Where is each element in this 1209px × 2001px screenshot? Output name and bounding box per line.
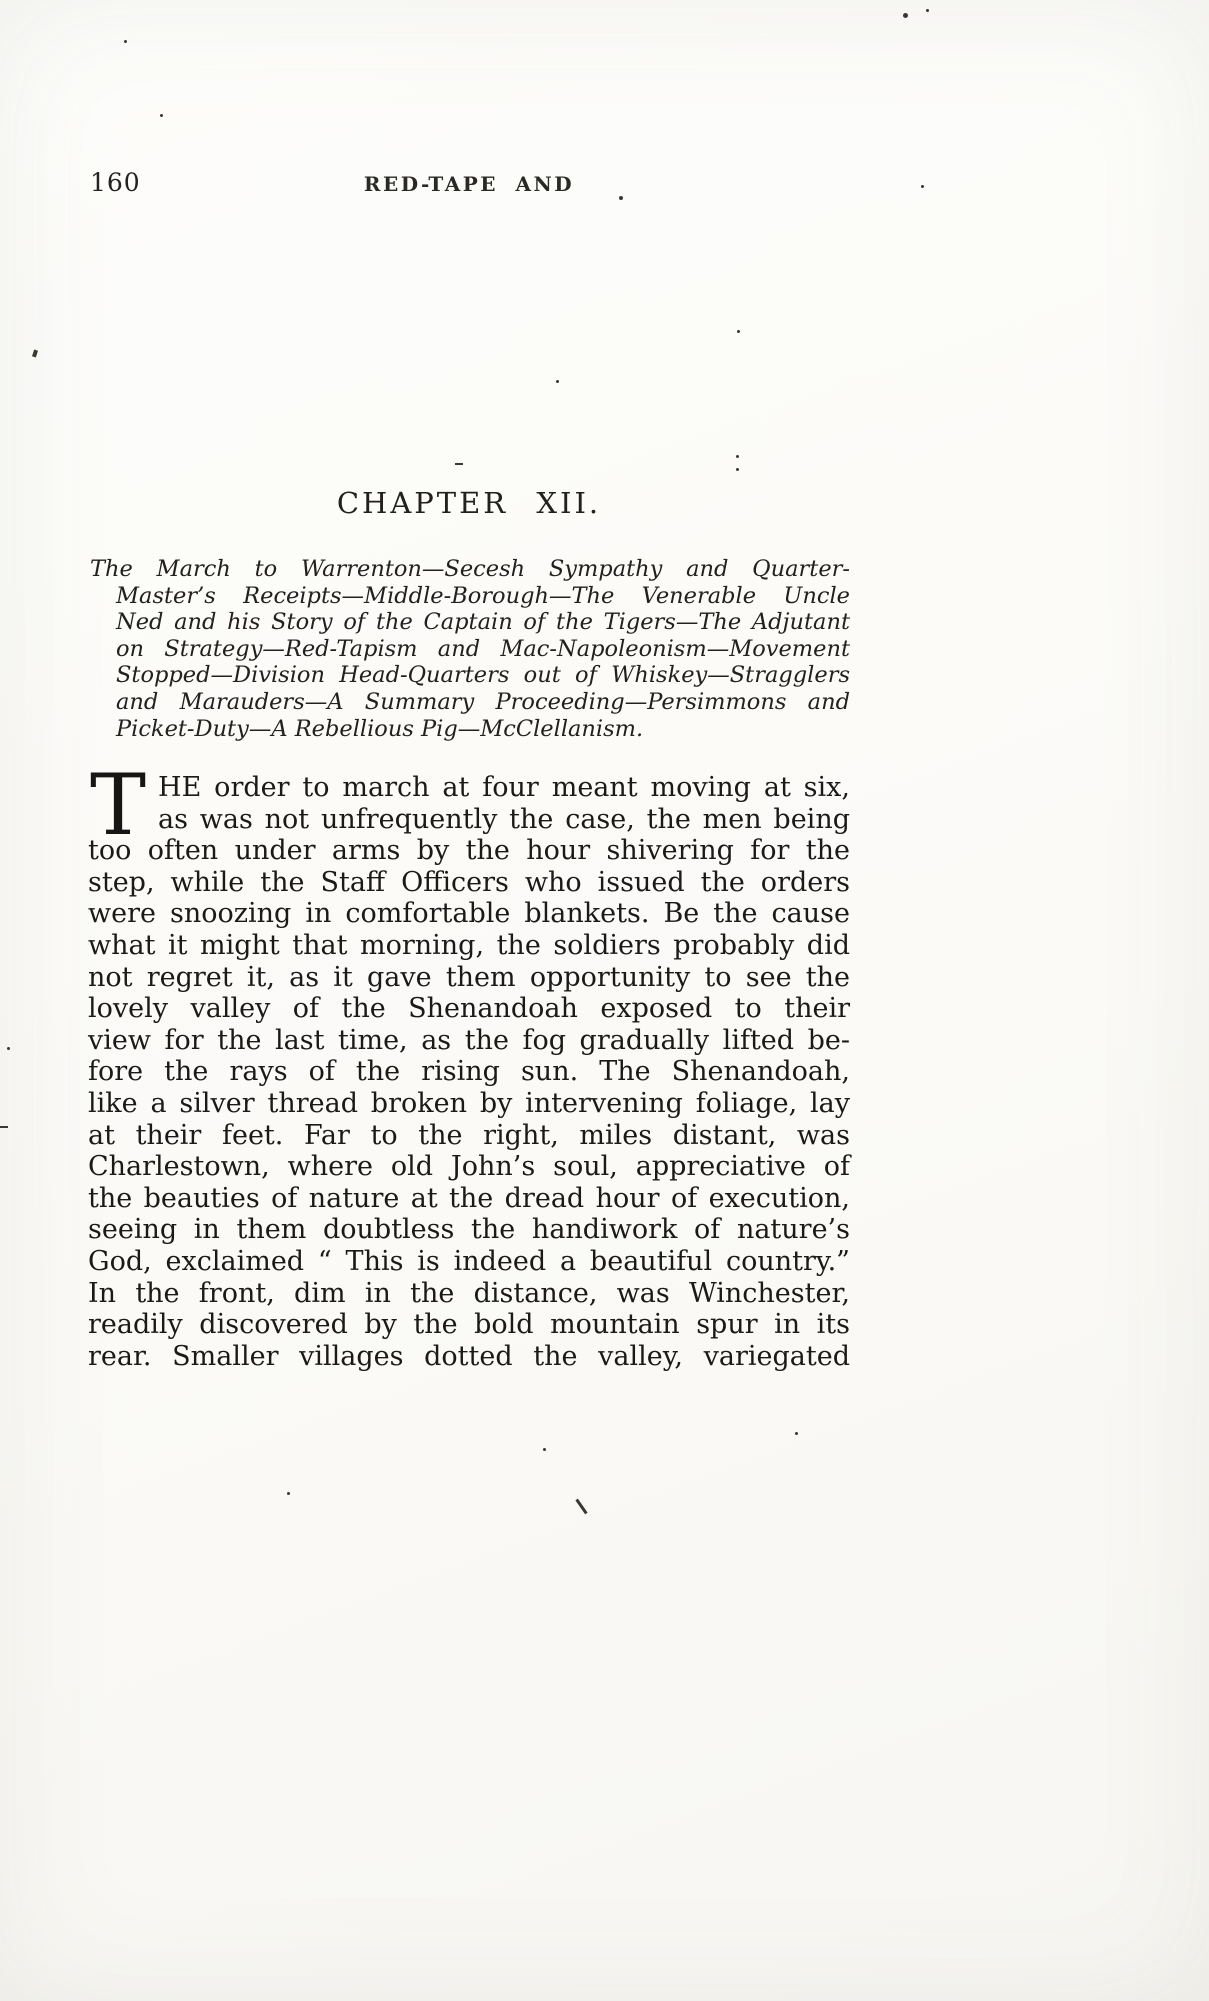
scan-speck — [543, 1448, 546, 1451]
body-lines: HE order to march at four meant moving at six, as was not unfrequently the case, the men being too often under arms by the hour shivering for the step, while the Staff Officers who issued the orders were snoozing in comfortable blankets. Be the cause what it might that morning, the soldiers probably did not regret it, as it gave them opportunity to see the lovely valley of the Shenandoah exposed to their view for the last time, as the fog gradually lifted be- fore the rays of the rising sun. The Shenandoah, like a silver thread broken by intervening foliage, lay at their feet. Far to the right, miles distant, was Charlestown, where old John’s soul, appreciative of the beauties of nature at the dread hour of execution, seeing in them doubtless the handiwork of nature’s God, exclaimed “ This is indeed a beautiful country.” In the front, dim in the distance, was Winchester, readily discovered by the bold mountain spur in its rear. Smaller villages dotted the valley, variegated — [88, 772, 850, 1372]
scan-speck — [921, 185, 924, 188]
body-paragraph — [88, 756, 850, 1372]
scan-speck — [795, 1432, 798, 1435]
scan-pen-mark — [575, 1499, 587, 1515]
scan-speck — [736, 468, 739, 471]
chapter-heading: CHAPTER XII. — [336, 486, 602, 520]
scan-speck — [737, 330, 740, 333]
scan-speck — [926, 9, 929, 12]
drop-cap-letter: T — [90, 756, 147, 854]
scan-speck — [619, 196, 623, 200]
scan-speck — [124, 40, 127, 43]
running-header-title: RED-TAPE AND — [363, 172, 575, 196]
scan-speck — [287, 1492, 290, 1495]
scan-speck — [903, 13, 908, 18]
scan-speck — [7, 1047, 10, 1050]
scan-speck — [556, 380, 559, 383]
scan-mark — [32, 350, 38, 358]
page-number: 160 — [90, 168, 141, 197]
scan-mark — [455, 463, 463, 465]
scan-speck — [736, 455, 739, 458]
scan-mark — [0, 1126, 8, 1128]
scan-speck — [160, 114, 163, 117]
running-head — [88, 168, 850, 202]
chapter-summary: The March to Warrenton—Secesh Sympathy and Quarter- Master’s Receipts—Middle-Borough—The Venerable Uncle Ned and his Story of the Captain of the Tigers—The Adjutant on Strategy—Red-Tapism and Mac-Napoleonism—Movement Stopped—Division Head-Quarters out of Whiskey—Stragglers and Marauders—A Summary Proceeding—Persimmons and Picket-Duty—A Rebellious Pig—McClellanism. — [90, 556, 850, 742]
